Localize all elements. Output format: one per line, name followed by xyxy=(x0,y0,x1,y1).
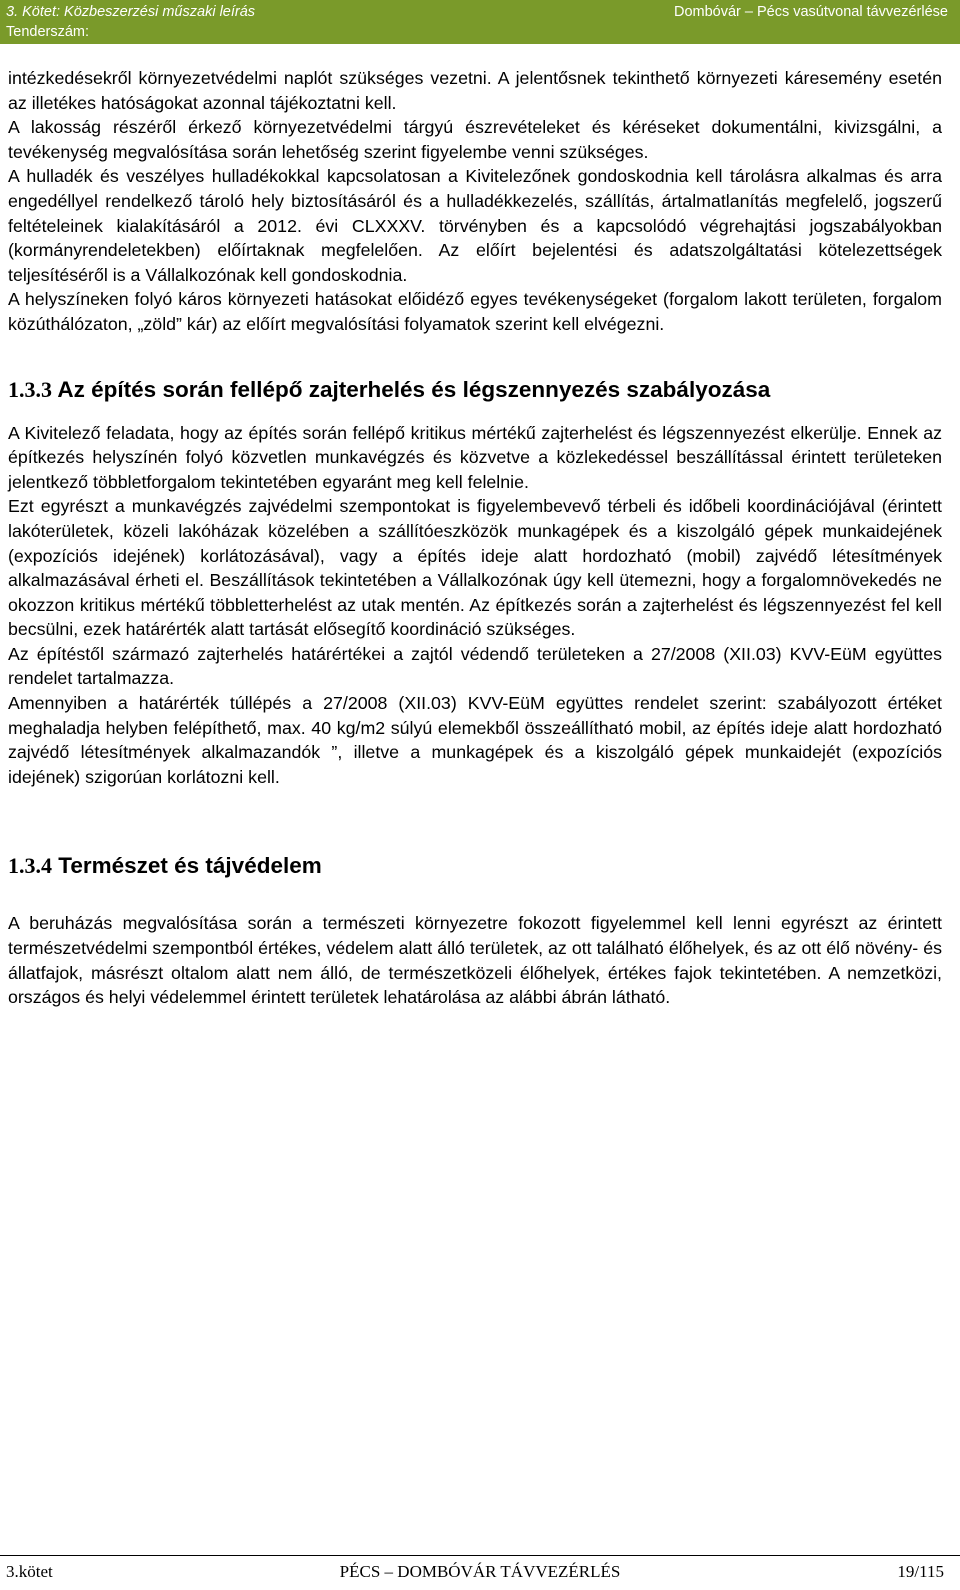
section-number: 1.3.3 xyxy=(8,376,52,402)
spacer xyxy=(8,789,942,851)
footer-page-number: 19/115 xyxy=(897,1562,944,1581)
spacer xyxy=(8,337,942,375)
footer-volume: 3.kötet xyxy=(6,1562,53,1581)
section-title-text: Természet és tájvédelem xyxy=(58,853,322,879)
paragraph: A helyszíneken folyó káros környezeti hatásokat előidéző egyes tevékenységeket (forgalom lakott területen, forgalom közúthálózaton, „zöld” kár) az előírt megvalósítási folyamatok szerint kell elvégezni. xyxy=(8,289,942,334)
header-project-title: Dombóvár – Pécs vasútvonal távvezérlése xyxy=(673,4,948,20)
paragraph: intézkedésekről környezetvédelmi naplót szükséges vezetni. A jelentősnek tekinthető környezeti káresemény esetén az illetékes hatóságokat azonnal tájékoztatni kell. xyxy=(8,68,942,113)
paragraph: Amennyiben a határérték túllépés a 27/2008 (XII.03) KVV-EüM együttes rendelet szerint: szabályozott értéket meghaladja helyben felépíthető, max. 40 kg/m2 súlyú elemekből összeállítható mobil, az építés ideje alatt hordozható zajvédő létesítmények alkalmazandók ”, illetve a munkagépek és a kiszolgáló gépek munkaidejét (expozíciós idejének) szigorúan korlátozni kell. xyxy=(8,693,942,787)
header-tender-number: Tenderszám: xyxy=(6,24,90,40)
section-title-text: Az építés során fellépő zajterhelés és légszennyezés szabályozása xyxy=(57,376,771,402)
header-left xyxy=(6,2,255,42)
spacer xyxy=(8,881,942,911)
paragraph: Az építéstől származó zajterhelés határértékei a zajtól védendő területeken a 27/2008 (XII.03) KVV-EüM együttes rendelet tartalmazza. xyxy=(8,643,942,689)
footer-project-name: PÉCS – DOMBÓVÁR TÁVVEZÉRLÉS xyxy=(339,1562,621,1581)
spacer xyxy=(8,405,942,421)
paragraph: A hulladék és veszélyes hulladékokkal kapcsolatosan a Kivitelezőnek gondoskodnia kell tárolásra alkalmas és arra engedéllyel rendelkező tároló hely biztosításáról és a hulladékkezelés, szállítás, ártalmatlanítás megfelelő, jogszerű feltételeinek kialakításáról a 2012. évi CLXXXV. törvényben és a kapcsolódó végrehajtási jogszabályokban (kormányrendeletekben) előírtaknak megfelelően. Az előírt bejelentési és adatszolgáltatási kötelezettségek teljesítéséről is a Vállalkozónak kell gondoskodnia. xyxy=(8,166,942,285)
paragraph: A lakosság részéről érkező környezetvédelmi tárgyú észrevételeket és kéréseket dokumentálni, kivizsgálni, a tevékenység megvalósítása során lehetőség szerint figyelembe venni szükséges. xyxy=(8,117,942,162)
paragraph: Ezt egyrészt a munkavégzés zajvédelmi szempontokat is figyelembevevő térbeli és időbeli koordinációjával (érintett lakóterületek, közeli lakóházak közelében a szállítóeszközök munkagépek és a kiszolgáló gépek munkaidejének (expozíciós idejének) korlátozásával), vagy a építés ideje alatt hordozható (mobil) zajvédő létesítmények alkalmazásával érheti el. Beszállítások tekintetében a Vállalkozónak úgy kell ütemezni, hogy a forgalomnövekedés ne okozzon kritikus mértékű többletterhelést az utak mentén. Az építkezés során a zajterhelést és légszennyezést fel kell becsülni, ezek határérték alatt tartását elősegítő koordináció szükséges. xyxy=(8,496,942,640)
section-number: 1.3.4 xyxy=(8,853,52,879)
document-body xyxy=(8,66,942,1010)
paragraph: A beruházás megvalósítása során a természeti környezetre fokozott figyelemmel kell lenni egyrészt az érintett természetvédelmi szempontból értékes, védelem alatt álló területek, az ott található élőhelyek, és az ott élő növény- és állatfajok, másrészt oltalom alatt nem álló, de természetközeli élőhelyek, értékes fajok tekintetében. A nemzetközi, országos és helyi védelemmel érintett területek lehatárolása az alábbi ábrán látható. xyxy=(8,913,942,1008)
section-heading-1-3-4 xyxy=(8,851,942,881)
header-volume-title: 3. Kötet: Közbeszerzési műszaki leírás xyxy=(6,4,256,20)
page-footer xyxy=(0,1555,960,1590)
paragraph: A Kivitelező feladata, hogy az építés során fellépő kritikus mértékű zajterhelést és légszennyezést elkerülje. Ennek az építkezés helyszínén folyó közvetlen munkavégzés és közvetve a közlekedéssel beszállítással érintett területeken jelentkező többletforgalom tekintetében egyaránt meg kell felelnie. xyxy=(8,422,942,492)
page-header xyxy=(0,0,960,44)
section-heading-1-3-3 xyxy=(8,375,942,405)
